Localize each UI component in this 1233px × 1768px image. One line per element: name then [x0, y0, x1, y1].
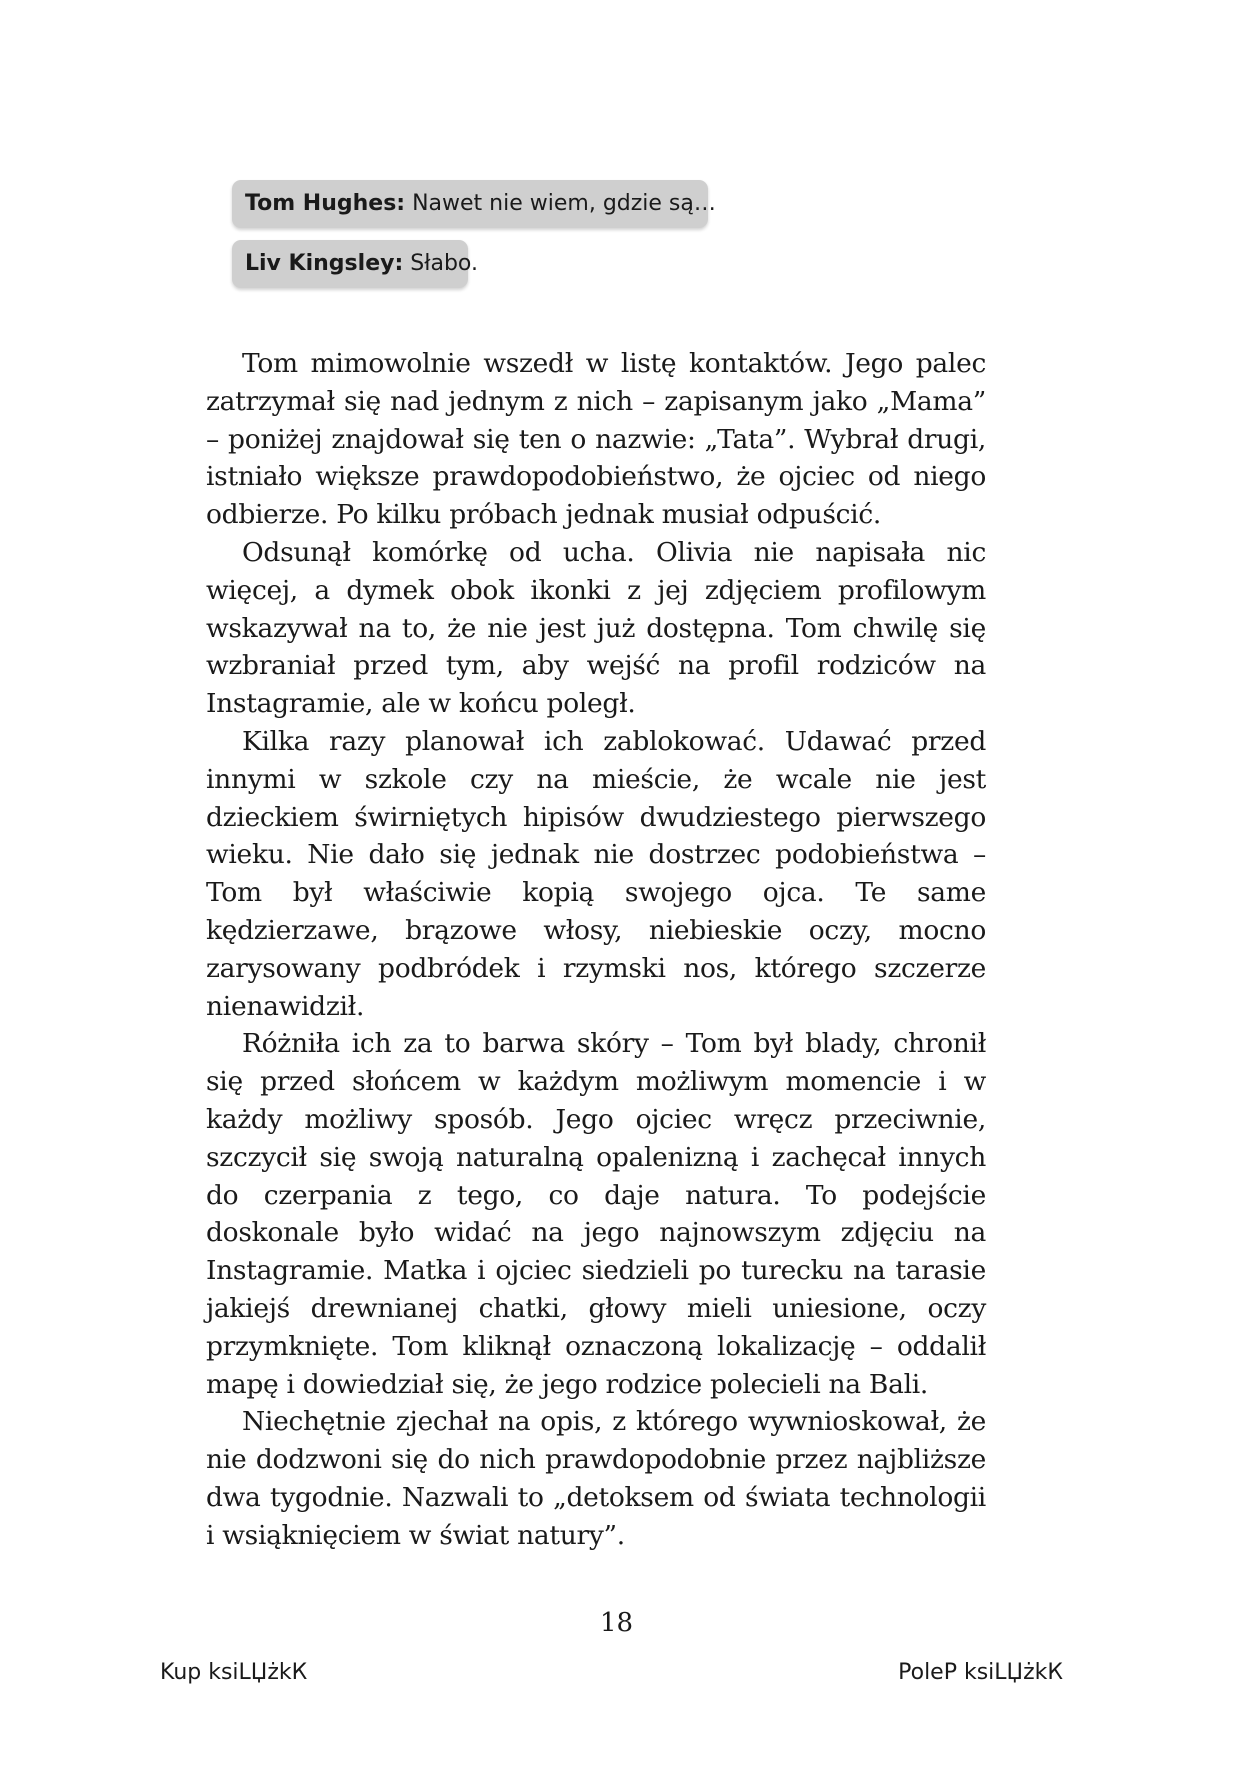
recommend-book-link[interactable]: PoleР ksiLЏżkК — [898, 1660, 1063, 1685]
paragraph: Niechętnie zjechał na opis, z którego wywnioskował, że nie dodzwoni się do nich prawdopodobnie przez najbliższe dwa tygodnie. Nazwali to „detoksem od świata technologii i wsiąknięciem w świat natury”. — [206, 1406, 986, 1551]
buy-book-link[interactable]: Kup ksiLЏżkК — [160, 1660, 308, 1685]
paragraph: Kilka razy planował ich zablokować. Udawać przed innymi w szkole czy na mieście, że wcale nie jest dzieckiem świrniętych hipisów dwudziestego pierwszego wieku. Nie dało się jednak nie dostrzec podobieństwa – Tom był właściwie kopią swojego ojca. Te same kędzierzawe, brązowe włosy, niebieskie oczy, mocno zarysowany podbródek i rzymski nos, którego szczerze nienawidził. — [206, 725, 986, 1022]
chat-message-tom-hughes — [232, 180, 716, 228]
paragraph: Tom mimowolnie wszedł w listę kontaktów. Jego palec zatrzymał się nad jednym z nich – zapisanym jako „Mama” – poniżej znajdował się ten o nazwie: „Tata”. Wybrał drugi, istniało większe prawdopodobieństwo, że ojciec od niego odbierze. Po kilku próbach jednak musiał odpuścić. — [206, 348, 986, 531]
page-number: 18 — [599, 1608, 634, 1638]
chat-message-text: Słabo. — [403, 251, 478, 276]
chat-message-text: Nawet nie wiem, gdzie są… — [405, 191, 716, 216]
paragraph: Odsunął komórkę od ucha. Olivia nie napisała nic więcej, a dymek obok ikonki z jej zdjęciem profilowym wskazywał na to, że nie jest już dostępna. Tom chwilę się wzbraniał przed tym, aby wejść na profil rodziców na Instagramie, ale w końcu poległ. — [206, 536, 986, 720]
body-text — [206, 345, 986, 1555]
paragraph: Różniła ich za to barwa skóry – Tom był blady, chronił się przed słońcem w każdym możliwym momencie i w każdy możliwy sposób. Jego ojciec wręcz przeciwnie, szczycił się swoją naturalną opalenizną i zachęcał innych do czerpania z tego, co daje natura. To podejście doskonale było widać na jego najnowszym zdjęciu na Instagramie. Matka i ojciec siedzieli po turecku na tarasie jakiejś drewnianej chatki, głowy mieli uniesione, oczy przymknięte. Tom kliknął oznaczoną lokalizację – oddalił mapę i dowiedział się, że jego rodzice polecieli na Bali. — [206, 1028, 986, 1400]
chat-sender: Liv Kingsley: — [245, 251, 404, 276]
chat-sender: Tom Hughes: — [245, 191, 406, 216]
chat-message-liv-kingsley — [232, 240, 478, 288]
